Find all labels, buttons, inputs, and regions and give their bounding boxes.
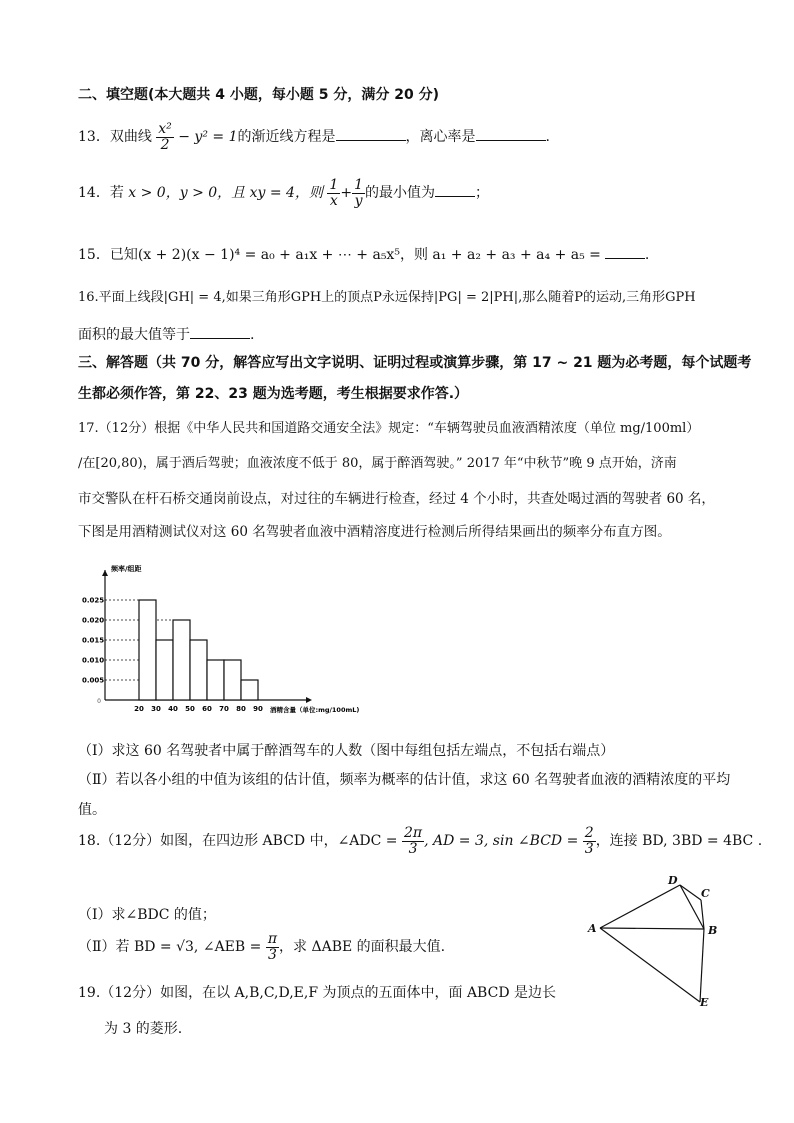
section3-line2: 生都必须作答，第 22、23 题为选考题，考生根据要求作答.）: [78, 386, 469, 402]
histogram-bar-60-70: [207, 660, 224, 700]
histogram-bar-70-80: [224, 660, 241, 700]
q13-frac-num: x²: [158, 121, 172, 137]
q13-blank-1: [336, 127, 406, 141]
q18-head: 18.（12分）如图，在四边形 ABCD 中，∠ADC =: [78, 833, 398, 850]
q18-part2-b: ，求 ΔABE 的面积最大值.: [279, 939, 446, 956]
section3-line1: 三、解答题（共 70 分，解答应写出文字说明、证明过程或演算步骤，第 17 ~ 21 题为必考题，每个试题考: [78, 355, 752, 371]
segment-AE: [600, 928, 700, 1002]
q16-end: .: [250, 327, 255, 343]
q18-f2-num: 2: [584, 825, 594, 841]
q18-tail: ，连接 BD, 3BD = 4BC .: [595, 833, 763, 850]
histogram-bar-50-60: [190, 640, 207, 700]
y-tick-label-0.020: 0.020: [82, 616, 105, 625]
x-tick-label-90: 90: [253, 705, 263, 713]
question-16-line1: 16.平面上线段|GH| = 4,如果三角形GPH上的顶点P永远保持|PG| = 2|PH|,那么随着P的运动,三角形GPH: [78, 290, 696, 305]
question-13: [78, 122, 550, 152]
q18-f1-num: 2π: [404, 825, 423, 841]
q18-f2-den: 3: [584, 840, 594, 857]
q17-line-2: /在[20,80)，属于酒后驾驶；血液浓度不低于 80，属于醉酒驾驶。” 2017 年“中秋节”晚 9 点开始，济南: [78, 456, 677, 471]
q16-text: 面积的最大值等于: [78, 327, 190, 343]
q16-blank: [190, 325, 250, 339]
question-15: [78, 244, 649, 264]
q17-line-1: 17.（12分）根据《中华人民共和国道路交通安全法》规定：“车辆驾驶员血液酒精浓度（单位 mg/100ml）: [78, 421, 700, 436]
x-tick-label-80: 80: [236, 705, 246, 713]
q19-line1: 19.（12分）如图，在以 A,B,C,D,E,F 为顶点的五面体中，面 ABCD 是边长: [78, 985, 556, 1001]
label-C: C: [701, 887, 710, 900]
x-tick-label-20: 20: [134, 705, 144, 713]
q15-end: .: [644, 247, 650, 263]
y-tick-label-0.005: 0.005: [82, 676, 105, 685]
q17-part2-line1: （Ⅱ）若以各小组的中值为该组的估计值，频率为概率的估计值，求这 60 名驾驶者血液的酒精浓度的平均: [78, 772, 731, 788]
segment-BE: [700, 929, 704, 1002]
q14-condition: x > 0，y > 0，且 xy = 4，则: [128, 185, 323, 202]
q18-fraction-2: [583, 826, 596, 856]
q13-fraction: [156, 122, 174, 152]
label-B: B: [708, 924, 718, 937]
segment-AB: [600, 928, 704, 929]
q18-part2-a: （Ⅱ）若 BD = √3, ∠AEB =: [78, 939, 262, 956]
q17-part1: （Ⅰ）求这 60 名驾驶者中属于醉酒驾车的人数（图中每组包括左端点，不包括右端点）: [78, 743, 615, 759]
x-tick-label-50: 50: [185, 705, 195, 713]
q18-fraction-3: [266, 932, 279, 962]
y-tick-label-0.010: 0.010: [82, 656, 105, 665]
histogram-bar-80-90: [241, 680, 258, 700]
segment-AD: [600, 885, 680, 928]
q14-fraction-2: [352, 178, 365, 208]
q13-frac-den: 2: [160, 136, 170, 153]
y-axis-arrow: [102, 570, 108, 576]
q13-text-a: 的渐近线方程是: [237, 129, 336, 146]
y-tick-label-0.015: 0.015: [82, 636, 105, 645]
q14-f1-den: x: [329, 192, 338, 209]
q18-part1: （Ⅰ）求∠BDC 的值；: [78, 907, 216, 923]
q18-fraction-1: [402, 826, 424, 856]
q14-number: 14．若: [78, 185, 124, 202]
y-axis-label: 频率/组距: [111, 565, 142, 573]
q14-text-a: 的最小值为: [365, 185, 435, 202]
q14-f2-num: 1: [354, 177, 363, 193]
q18-f3-den: 3: [267, 946, 277, 963]
q15-text: 15．已知(x + 2)(x − 1)⁴ = a₀ + a₁x + ⋯ + a₅x⁵，则 a₁ + a₂ + a₃ + a₄ + a₅ =: [78, 247, 601, 263]
label-A: A: [588, 922, 597, 935]
x-tick-label-70: 70: [219, 705, 229, 713]
histogram-bar-20-30: [139, 600, 156, 700]
q17-line-4: 下图是用酒精测试仪对这 60 名驾驶者血液中酒精溶度进行检测后所得结果画出的频率分布直方图。: [78, 524, 671, 540]
y-tick-label-0.025: 0.025: [82, 596, 105, 605]
q13-number: 13．双曲线: [78, 129, 152, 146]
q19-line2: 为 3 的菱形.: [104, 1021, 183, 1037]
q18-mid: , AD = 3, sin ∠BCD =: [424, 833, 579, 850]
x-axis-arrow: [306, 697, 312, 703]
q14-fraction-1: [327, 178, 340, 208]
histogram-bar-40-50: [173, 620, 190, 700]
q18-quadrilateral-figure: [580, 870, 730, 1010]
question-16-line2: [78, 324, 254, 344]
q13-blank-2: [476, 127, 546, 141]
q13-text-b: ，离心率是: [405, 129, 476, 146]
q13-end: .: [545, 129, 550, 146]
x-tick-label-60: 60: [202, 705, 212, 713]
q17-line-3: 市交警队在杆石桥交通岗前设点，对过往的车辆进行检查，经过 4 个小时，共查处喝过酒的驾驶者 60 名，: [78, 491, 715, 507]
x-tick-label-40: 40: [168, 705, 178, 713]
origin-label: 0: [97, 698, 101, 705]
question-14: [78, 178, 489, 208]
q14-end: ；: [475, 185, 489, 202]
label-E: E: [700, 996, 709, 1009]
section2-title: 二、填空题(本大题共 4 小题，每小题 5 分，满分 20 分): [78, 87, 440, 103]
q18-f3-num: π: [267, 931, 278, 947]
q18-part2: [78, 932, 445, 962]
q14-f2-den: y: [354, 192, 363, 209]
q15-blank: [605, 245, 645, 259]
question-18: [78, 826, 762, 856]
label-D: D: [668, 874, 678, 887]
q13-equation: − y² = 1: [178, 129, 238, 146]
q14-blank: [435, 183, 475, 197]
x-tick-label-30: 30: [151, 705, 161, 713]
q18-f1-den: 3: [408, 840, 418, 857]
q17-part2-line2: 值。: [78, 802, 106, 818]
x-axis-label: 酒精含量（单位:mg/100mL): [270, 706, 360, 714]
q14-f1-num: 1: [329, 177, 339, 193]
histogram-bar-30-40: [156, 640, 173, 700]
histogram-chart: [78, 555, 398, 725]
q14-plus: +: [340, 185, 353, 202]
segment-DC: [680, 885, 701, 900]
